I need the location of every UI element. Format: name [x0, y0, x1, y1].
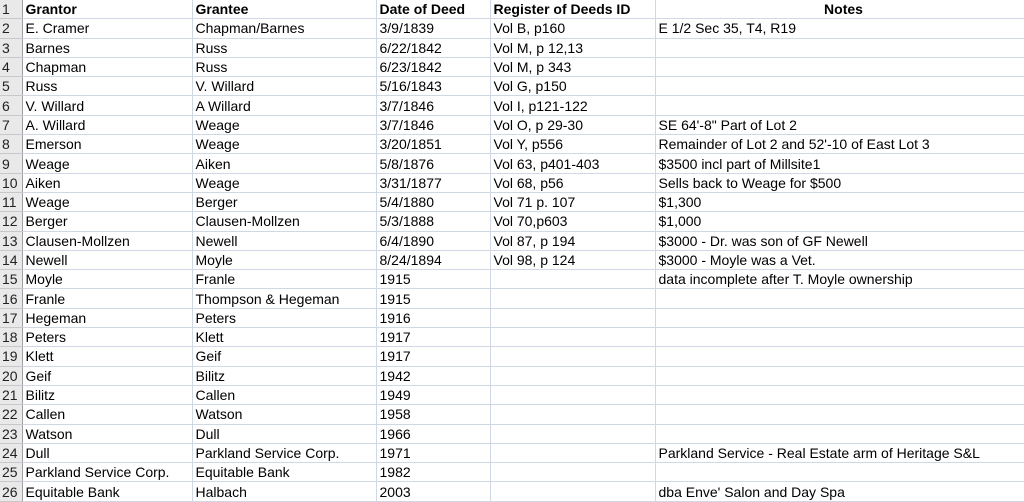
cell-grantee[interactable]: Russ	[192, 38, 376, 57]
table-row	[0, 250, 1024, 269]
row-number[interactable]: 20	[0, 366, 22, 385]
cell-notes[interactable]	[655, 366, 1024, 385]
table-row	[0, 19, 1024, 38]
table-row	[0, 443, 1024, 462]
cell-notes[interactable]	[655, 308, 1024, 327]
table-row	[0, 77, 1024, 96]
cell-notes[interactable]	[655, 463, 1024, 482]
cell-date[interactable]: 8/24/1894	[376, 250, 490, 269]
cell-notes[interactable]	[655, 347, 1024, 366]
cell-register-id[interactable]	[490, 347, 655, 366]
cell-notes[interactable]: SE 64'-8" Part of Lot 2	[655, 115, 1024, 134]
cell-grantor[interactable]: Callen	[22, 405, 192, 424]
row-number[interactable]: 22	[0, 405, 22, 424]
cell-date[interactable]: 1958	[376, 405, 490, 424]
cell-register-id[interactable]: Vol 87, p 194	[490, 231, 655, 250]
cell-date[interactable]: 3/7/1846	[376, 96, 490, 115]
table-row	[0, 115, 1024, 134]
table-row	[0, 173, 1024, 192]
row-number[interactable]: 12	[0, 212, 22, 231]
cell-date[interactable]: 5/16/1843	[376, 77, 490, 96]
cell-grantor[interactable]: Weage	[22, 154, 192, 173]
cell-grantee[interactable]: Russ	[192, 57, 376, 76]
row-number[interactable]: 15	[0, 270, 22, 289]
header-cell-register-id[interactable]: Register of Deeds ID	[490, 0, 655, 19]
cell-date[interactable]: 1915	[376, 270, 490, 289]
cell-grantor[interactable]: Russ	[22, 77, 192, 96]
cell-date[interactable]: 5/3/1888	[376, 212, 490, 231]
cell-register-id[interactable]	[490, 289, 655, 308]
cell-grantor[interactable]: Equitable Bank	[22, 482, 192, 501]
cell-date[interactable]: 2003	[376, 482, 490, 501]
row-number[interactable]: 25	[0, 463, 22, 482]
cell-notes[interactable]: $3500 incl part of Millsite1	[655, 154, 1024, 173]
cell-grantee[interactable]: Chapman/Barnes	[192, 19, 376, 38]
cell-register-id[interactable]	[490, 366, 655, 385]
table-row	[0, 463, 1024, 482]
cell-grantee[interactable]: Equitable Bank	[192, 463, 376, 482]
cell-notes[interactable]: dba Enve' Salon and Day Spa	[655, 482, 1024, 501]
cell-date[interactable]: 6/23/1842	[376, 57, 490, 76]
cell-date[interactable]: 1982	[376, 463, 490, 482]
header-row	[0, 0, 1024, 19]
cell-grantee[interactable]: Callen	[192, 385, 376, 404]
table-row	[0, 96, 1024, 115]
table-row	[0, 154, 1024, 173]
cell-grantor[interactable]: Moyle	[22, 270, 192, 289]
cell-grantor[interactable]: Hegeman	[22, 308, 192, 327]
cell-grantee[interactable]: V. Willard	[192, 77, 376, 96]
cell-register-id[interactable]	[490, 405, 655, 424]
cell-notes[interactable]	[655, 57, 1024, 76]
row-number[interactable]: 13	[0, 231, 22, 250]
cell-grantor[interactable]: Klett	[22, 347, 192, 366]
cell-grantee[interactable]: Geif	[192, 347, 376, 366]
cell-notes[interactable]: $1,000	[655, 212, 1024, 231]
cell-date[interactable]: 1916	[376, 308, 490, 327]
cell-date[interactable]: 1971	[376, 443, 490, 462]
cell-grantor[interactable]: V. Willard	[22, 96, 192, 115]
cell-grantor[interactable]: Newell	[22, 250, 192, 269]
cell-notes[interactable]: Parkland Service - Real Estate arm of Heritage S&L	[655, 443, 1024, 462]
row-number[interactable]: 26	[0, 482, 22, 501]
cell-grantee[interactable]: Peters	[192, 308, 376, 327]
cell-grantee[interactable]: Watson	[192, 405, 376, 424]
row-number[interactable]: 21	[0, 385, 22, 404]
cell-date[interactable]: 6/22/1842	[376, 38, 490, 57]
cell-register-id[interactable]	[490, 463, 655, 482]
cell-date[interactable]: 1915	[376, 289, 490, 308]
cell-notes[interactable]	[655, 328, 1024, 347]
row-number[interactable]: 2	[0, 19, 22, 38]
cell-grantee[interactable]: Halbach	[192, 482, 376, 501]
cell-grantee[interactable]: Moyle	[192, 250, 376, 269]
cell-register-id[interactable]	[490, 308, 655, 327]
cell-grantee[interactable]: Aiken	[192, 154, 376, 173]
cell-grantor[interactable]: Bilitz	[22, 385, 192, 404]
cell-grantor[interactable]: Peters	[22, 328, 192, 347]
cell-date[interactable]: 5/4/1880	[376, 192, 490, 211]
cell-grantee[interactable]: Bilitz	[192, 366, 376, 385]
cell-register-id[interactable]	[490, 482, 655, 501]
row-number[interactable]: 10	[0, 173, 22, 192]
row-number[interactable]: 1	[0, 0, 22, 19]
cell-grantor[interactable]: Emerson	[22, 135, 192, 154]
cell-grantee[interactable]: Franle	[192, 270, 376, 289]
cell-grantee[interactable]: Newell	[192, 231, 376, 250]
cell-grantee[interactable]: Parkland Service Corp.	[192, 443, 376, 462]
cell-grantee[interactable]: Weage	[192, 135, 376, 154]
cell-grantor[interactable]: Aiken	[22, 173, 192, 192]
cell-notes[interactable]	[655, 77, 1024, 96]
cell-date[interactable]: 1966	[376, 424, 490, 443]
cell-register-id[interactable]: Vol 70,p603	[490, 212, 655, 231]
cell-date[interactable]: 6/4/1890	[376, 231, 490, 250]
cell-grantor[interactable]: Dull	[22, 443, 192, 462]
cell-grantee[interactable]: A Willard	[192, 96, 376, 115]
header-cell-date[interactable]: Date of Deed	[376, 0, 490, 19]
cell-notes[interactable]	[655, 289, 1024, 308]
row-number[interactable]: 5	[0, 77, 22, 96]
table-row	[0, 57, 1024, 76]
cell-grantor[interactable]: Watson	[22, 424, 192, 443]
table-row	[0, 328, 1024, 347]
table-row	[0, 270, 1024, 289]
table-row	[0, 192, 1024, 211]
cell-notes[interactable]: data incomplete after T. Moyle ownership	[655, 270, 1024, 289]
cell-notes[interactable]	[655, 385, 1024, 404]
cell-register-id[interactable]	[490, 424, 655, 443]
row-number[interactable]: 11	[0, 192, 22, 211]
cell-grantor[interactable]: A. Willard	[22, 115, 192, 134]
cell-grantor[interactable]: Parkland Service Corp.	[22, 463, 192, 482]
cell-notes[interactable]: $3000 - Dr. was son of GF Newell	[655, 231, 1024, 250]
cell-date[interactable]: 3/7/1846	[376, 115, 490, 134]
row-number[interactable]: 7	[0, 115, 22, 134]
cell-grantor[interactable]: Weage	[22, 192, 192, 211]
row-number[interactable]: 19	[0, 347, 22, 366]
cell-grantor[interactable]: Barnes	[22, 38, 192, 57]
table-row	[0, 212, 1024, 231]
table-row	[0, 308, 1024, 327]
cell-grantor[interactable]: Geif	[22, 366, 192, 385]
table-row	[0, 38, 1024, 57]
header-cell-grantor[interactable]: Grantor	[22, 0, 192, 19]
cell-register-id[interactable]: Vol Y, p556	[490, 135, 655, 154]
row-number[interactable]: 18	[0, 328, 22, 347]
cell-register-id[interactable]: Vol B, p160	[490, 19, 655, 38]
cell-date[interactable]: 5/8/1876	[376, 154, 490, 173]
cell-register-id[interactable]: Vol M, p 12,13	[490, 38, 655, 57]
row-number[interactable]: 6	[0, 96, 22, 115]
cell-register-id[interactable]: Vol 68, p56	[490, 173, 655, 192]
row-number[interactable]: 4	[0, 57, 22, 76]
cell-notes[interactable]	[655, 424, 1024, 443]
cell-notes[interactable]: $3000 - Moyle was a Vet.	[655, 250, 1024, 269]
cell-register-id[interactable]: Vol O, p 29-30	[490, 115, 655, 134]
table-row	[0, 366, 1024, 385]
cell-register-id[interactable]	[490, 385, 655, 404]
row-number[interactable]: 17	[0, 308, 22, 327]
cell-notes[interactable]	[655, 405, 1024, 424]
cell-grantor[interactable]: Chapman	[22, 57, 192, 76]
table-row	[0, 424, 1024, 443]
cell-register-id[interactable]	[490, 328, 655, 347]
cell-grantee[interactable]: Clausen-Mollzen	[192, 212, 376, 231]
row-number[interactable]: 9	[0, 154, 22, 173]
cell-register-id[interactable]: Vol M, p 343	[490, 57, 655, 76]
cell-date[interactable]: 1917	[376, 347, 490, 366]
cell-grantor[interactable]: Franle	[22, 289, 192, 308]
cell-register-id[interactable]: Vol 71 p. 107	[490, 192, 655, 211]
row-number[interactable]: 8	[0, 135, 22, 154]
cell-grantor[interactable]: Berger	[22, 212, 192, 231]
cell-grantee[interactable]: Weage	[192, 173, 376, 192]
table-row	[0, 405, 1024, 424]
cell-grantee[interactable]: Klett	[192, 328, 376, 347]
cell-grantor[interactable]: E. Cramer	[22, 19, 192, 38]
cell-date[interactable]: 3/9/1839	[376, 19, 490, 38]
header-cell-notes[interactable]: Notes	[655, 0, 1024, 19]
row-number[interactable]: 3	[0, 38, 22, 57]
table-row	[0, 347, 1024, 366]
cell-grantor[interactable]: Clausen-Mollzen	[22, 231, 192, 250]
cell-notes[interactable]: Remainder of Lot 2 and 52'-10 of East Lot 3	[655, 135, 1024, 154]
cell-grantee[interactable]: Berger	[192, 192, 376, 211]
cell-grantee[interactable]: Thompson & Hegeman	[192, 289, 376, 308]
row-number[interactable]: 14	[0, 250, 22, 269]
cell-register-id[interactable]: Vol 63, p401-403	[490, 154, 655, 173]
cell-notes[interactable]	[655, 38, 1024, 57]
row-number[interactable]: 16	[0, 289, 22, 308]
table-row	[0, 289, 1024, 308]
row-number[interactable]: 23	[0, 424, 22, 443]
cell-notes[interactable]: $1,300	[655, 192, 1024, 211]
cell-register-id[interactable]: Vol I, p121-122	[490, 96, 655, 115]
cell-date[interactable]: 3/31/1877	[376, 173, 490, 192]
table-row	[0, 385, 1024, 404]
table-row	[0, 482, 1024, 501]
header-cell-grantee[interactable]: Grantee	[192, 0, 376, 19]
cell-notes[interactable]: E 1/2 Sec 35, T4, R19	[655, 19, 1024, 38]
cell-register-id[interactable]	[490, 443, 655, 462]
cell-date[interactable]: 3/20/1851	[376, 135, 490, 154]
cell-grantee[interactable]: Dull	[192, 424, 376, 443]
row-number[interactable]: 24	[0, 443, 22, 462]
cell-notes[interactable]	[655, 96, 1024, 115]
cell-date[interactable]: 1949	[376, 385, 490, 404]
cell-register-id[interactable]	[490, 270, 655, 289]
cell-date[interactable]: 1917	[376, 328, 490, 347]
cell-register-id[interactable]: Vol 98, p 124	[490, 250, 655, 269]
cell-register-id[interactable]: Vol G, p150	[490, 77, 655, 96]
cell-notes[interactable]: Sells back to Weage for $500	[655, 173, 1024, 192]
cell-grantee[interactable]: Weage	[192, 115, 376, 134]
cell-date[interactable]: 1942	[376, 366, 490, 385]
table-row	[0, 231, 1024, 250]
table-row	[0, 135, 1024, 154]
